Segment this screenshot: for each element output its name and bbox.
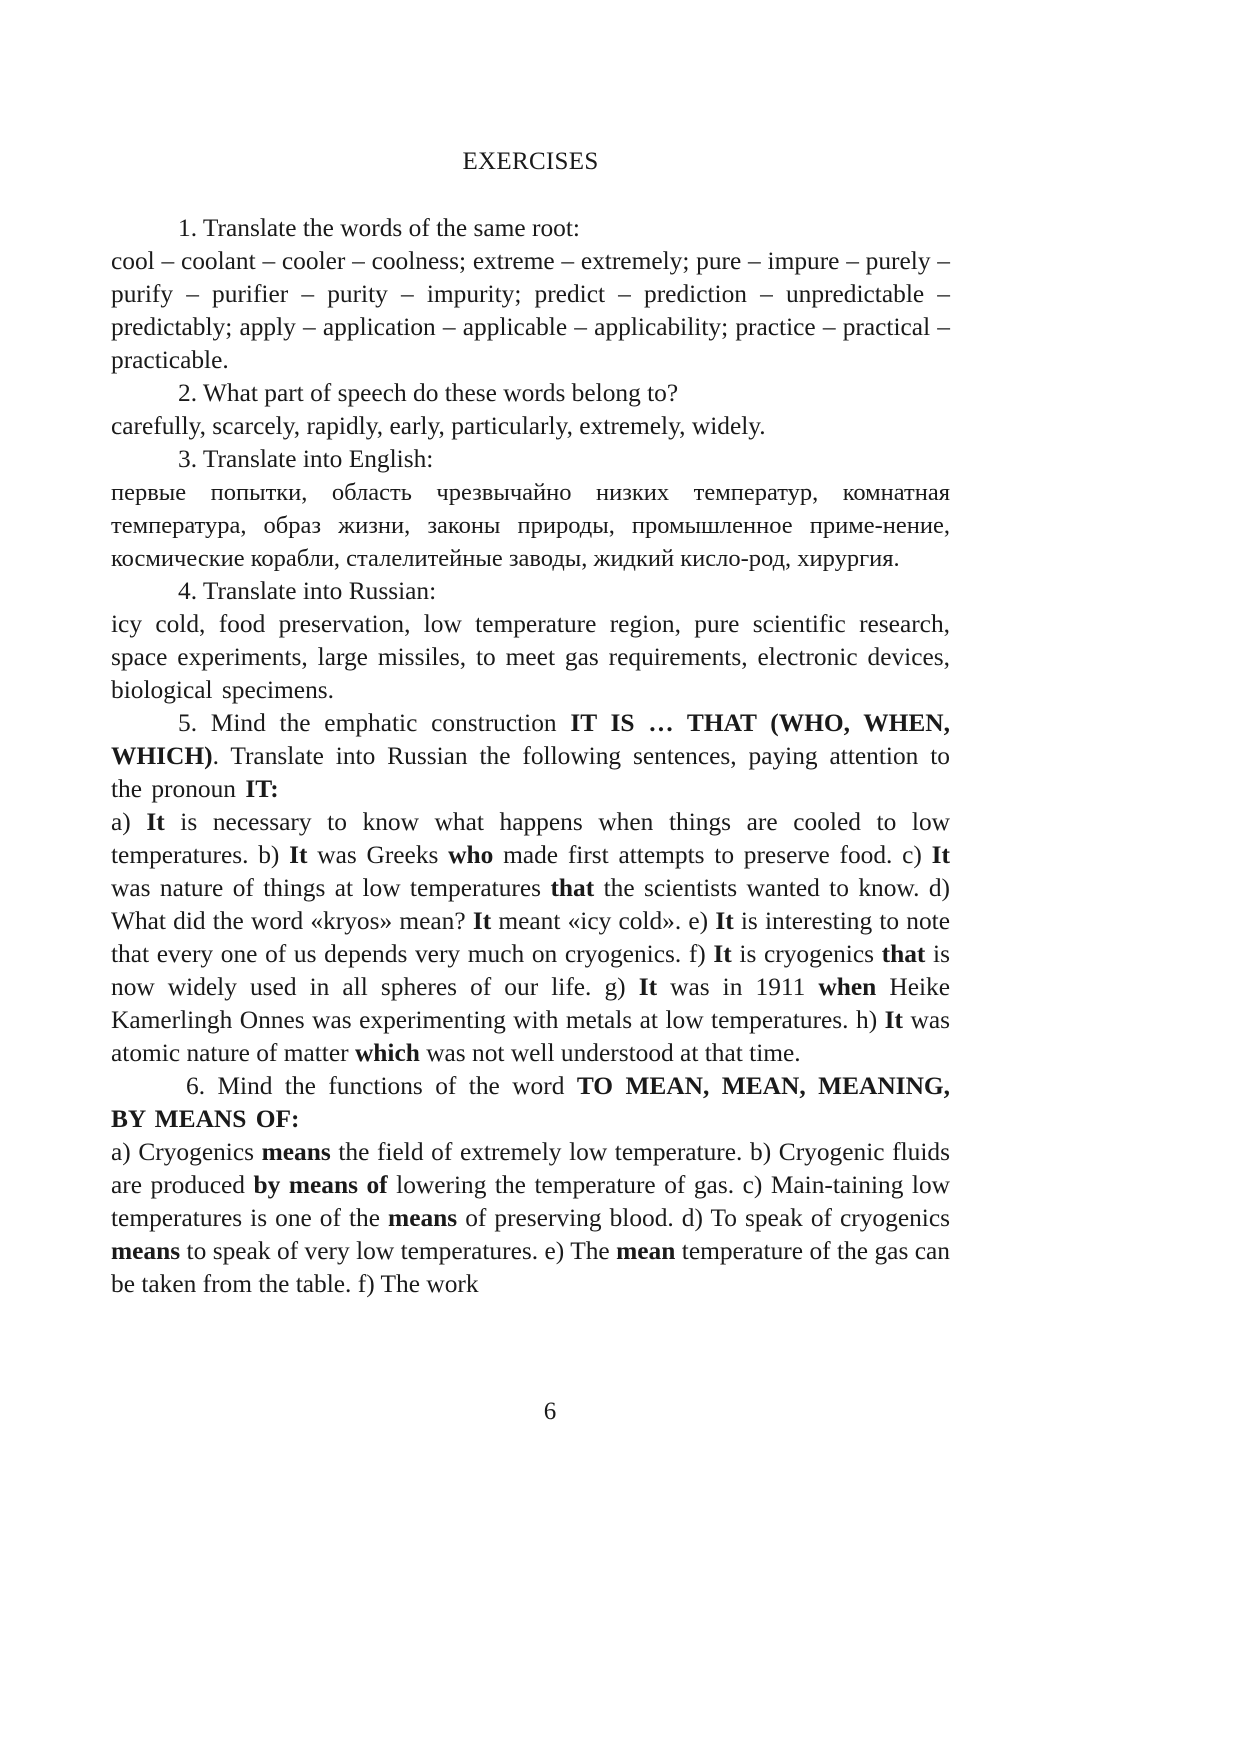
exercise-1-task: 1. Translate the words of the same root: <box>178 214 580 242</box>
exercise-6-sentences: a) Cryogenics means the field of extremely low temperature. b) Cryogenic fluids are produced by means of lowering the temperature of gas. c) Main-taining low temperatures is one of the means of preserving blood. d) To speak of cryogenics means to speak of very low temperatures. e) The mean temperature of the gas can be taken from the table. f) The work <box>111 1138 950 1298</box>
exercise-6-task: 6. Mind the functions of the word TO MEAN, MEAN, MEANING, BY MEANS OF: <box>111 1072 950 1133</box>
page-number: 6 <box>543 1398 557 1425</box>
exercise-2-text: carefully, scarcely, rapidly, early, particularly, extremely, widely. <box>111 412 766 440</box>
exercise-4-text: icy cold, food preservation, low temperature region, pure scientific research, space experiments, large missiles, to meet gas requirements, electronic devices, biological specimens. <box>111 610 950 704</box>
exercise-2-task: 2. What part of speech do these words belong to? <box>178 379 679 407</box>
page-title: EXERCISES <box>462 148 599 175</box>
exercise-5-task: 5. Mind the emphatic construction IT IS … THAT (WHO, WHEN, WHICH). Translate into Russian the following sentences, paying attention to the pronoun IT: <box>111 709 950 803</box>
exercise-4-task: 4. Translate into Russian: <box>178 577 437 605</box>
exercise-5-sentences: a) It is necessary to know what happens when things are cooled to low temperatures. b) It was Greeks who made first attempts to preserve food. c) It was nature of things at low temperatures that the scientists wanted to know. d) What did the word «kryos» mean? It meant «icy cold». e) It is interesting to note that every one of us depends very much on cryogenics. f) It is cryogenics that is now widely used in all spheres of our life. g) It was in 1911 when Heike Kamerlingh Onnes was experimenting with metals at low temperatures. h) It was atomic nature of matter which was not well understood at that time. <box>111 808 950 1067</box>
exercise-3-text: первые попытки, область чрезвычайно низких температур, комнатная температура, образ жизни, законы природы, промышленное приме-нение, космические корабли, сталелитейные заводы, жидкий кисло-род, хирургия. <box>111 479 950 572</box>
exercise-1-text: cool – coolant – cooler – coolness; extreme – extremely; pure – impure – purely – purify – purifier – purity – impurity; predict – prediction – unpredictable – predictably; apply – application – applicable – applicability; practice – practical – practicable. <box>111 247 950 374</box>
exercise-3-task: 3. Translate into English: <box>178 445 434 473</box>
exercises-body <box>111 212 950 1301</box>
